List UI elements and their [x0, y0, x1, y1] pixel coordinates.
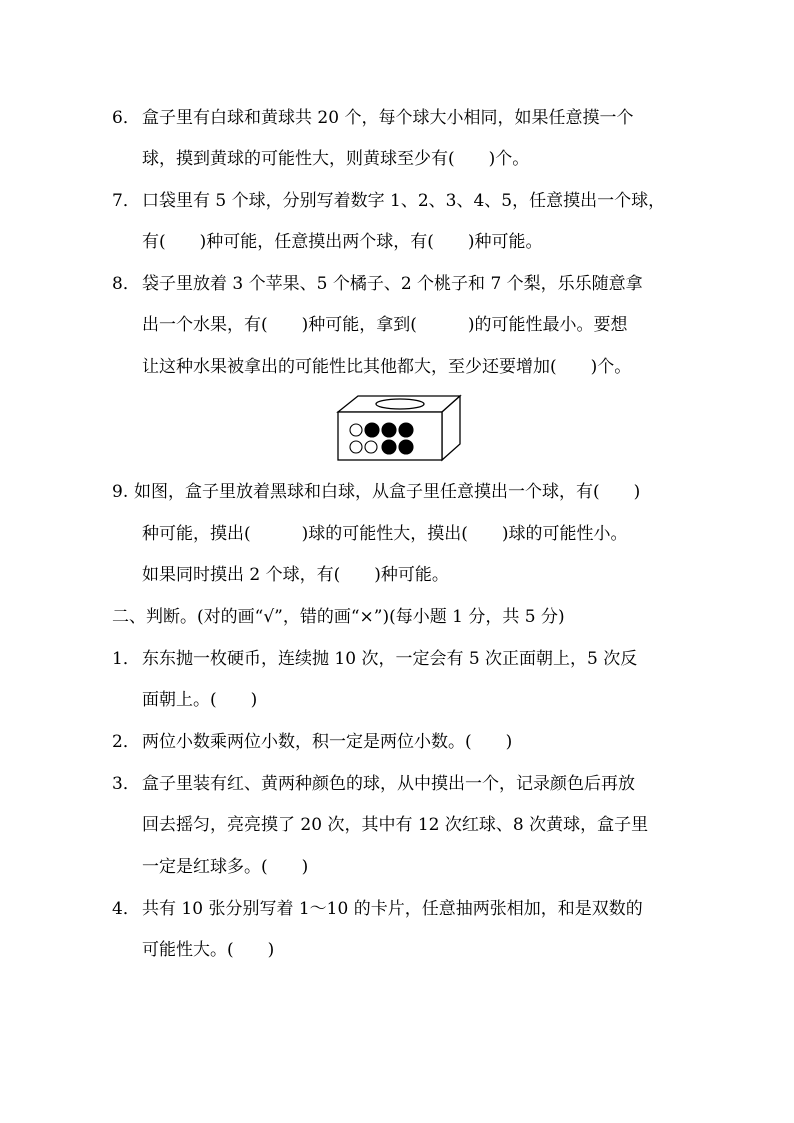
question-text: 一定是红球多。( ) [142, 857, 309, 877]
box-opening [376, 399, 424, 409]
question-text: 如图，盒子里放着黑球和白球，从盒子里任意摸出一个球，有( ) [134, 482, 641, 502]
question-number: 1． [112, 649, 140, 669]
question-number: 6． [112, 108, 140, 128]
black-ball [399, 440, 413, 454]
question-text: 共有 10 张分别写着 1～10 的卡片，任意抽两张相加，和是双数的 [142, 899, 643, 919]
question-text: 东东抛一枚硬币，连续抛 10 次，一定会有 5 次正面朝上，5 次反 [142, 649, 638, 669]
white-ball [365, 441, 377, 453]
section-title: 二、判断。(对的画“√”，错的画“×”)(每小题 1 分，共 5 分) [112, 607, 565, 627]
black-ball [365, 423, 379, 437]
question-text: 盒子里装有红、黄两种颜色的球，从中摸出一个，记录颜色后再放 [142, 774, 635, 794]
question-text: 两位小数乘两位小数，积一定是两位小数。( ) [142, 732, 513, 752]
question-text: 如果同时摸出 2 个球，有( )种可能。 [142, 565, 449, 585]
question-text: 可能性大。( ) [142, 940, 275, 960]
question-text: 盒子里有白球和黄球共 20 个，每个球大小相同，如果任意摸一个 [142, 108, 634, 128]
question-text: 有( )种可能，任意摸出两个球，有( )种可能。 [142, 232, 543, 252]
question-number: 4． [112, 899, 140, 919]
question-text: 袋子里放着 3 个苹果、5 个橘子、2 个桃子和 7 个梨，乐乐随意拿 [142, 274, 643, 294]
ball-box-illustration [336, 392, 462, 462]
question-number: 3． [112, 774, 140, 794]
question-text: 让这种水果被拿出的可能性比其他都大，至少还要增加( )个。 [142, 357, 632, 377]
question-text: 种可能，摸出( )球的可能性大，摸出( )球的可能性小。 [142, 524, 628, 544]
question-text: 出一个水果，有( )种可能，拿到( )的可能性最小。要想 [142, 315, 628, 335]
black-ball [382, 440, 396, 454]
white-ball [350, 441, 362, 453]
white-ball [350, 424, 362, 436]
question-text: 回去摇匀，亮亮摸了 20 次，其中有 12 次红球、8 次黄球，盒子里 [142, 815, 649, 835]
question-text: 面朝上。( ) [142, 690, 258, 710]
black-ball [382, 423, 396, 437]
question-number: 2． [112, 732, 140, 752]
question-text: 球，摸到黄球的可能性大，则黄球至少有( )个。 [142, 149, 530, 169]
question-number: 8． [112, 274, 140, 294]
question-number: 7． [112, 191, 140, 211]
black-ball [399, 423, 413, 437]
question-text: 口袋里有 5 个球，分别写着数字 1、2、3、4、5，任意摸出一个球， [142, 191, 666, 211]
question-number: 9. [112, 482, 129, 502]
